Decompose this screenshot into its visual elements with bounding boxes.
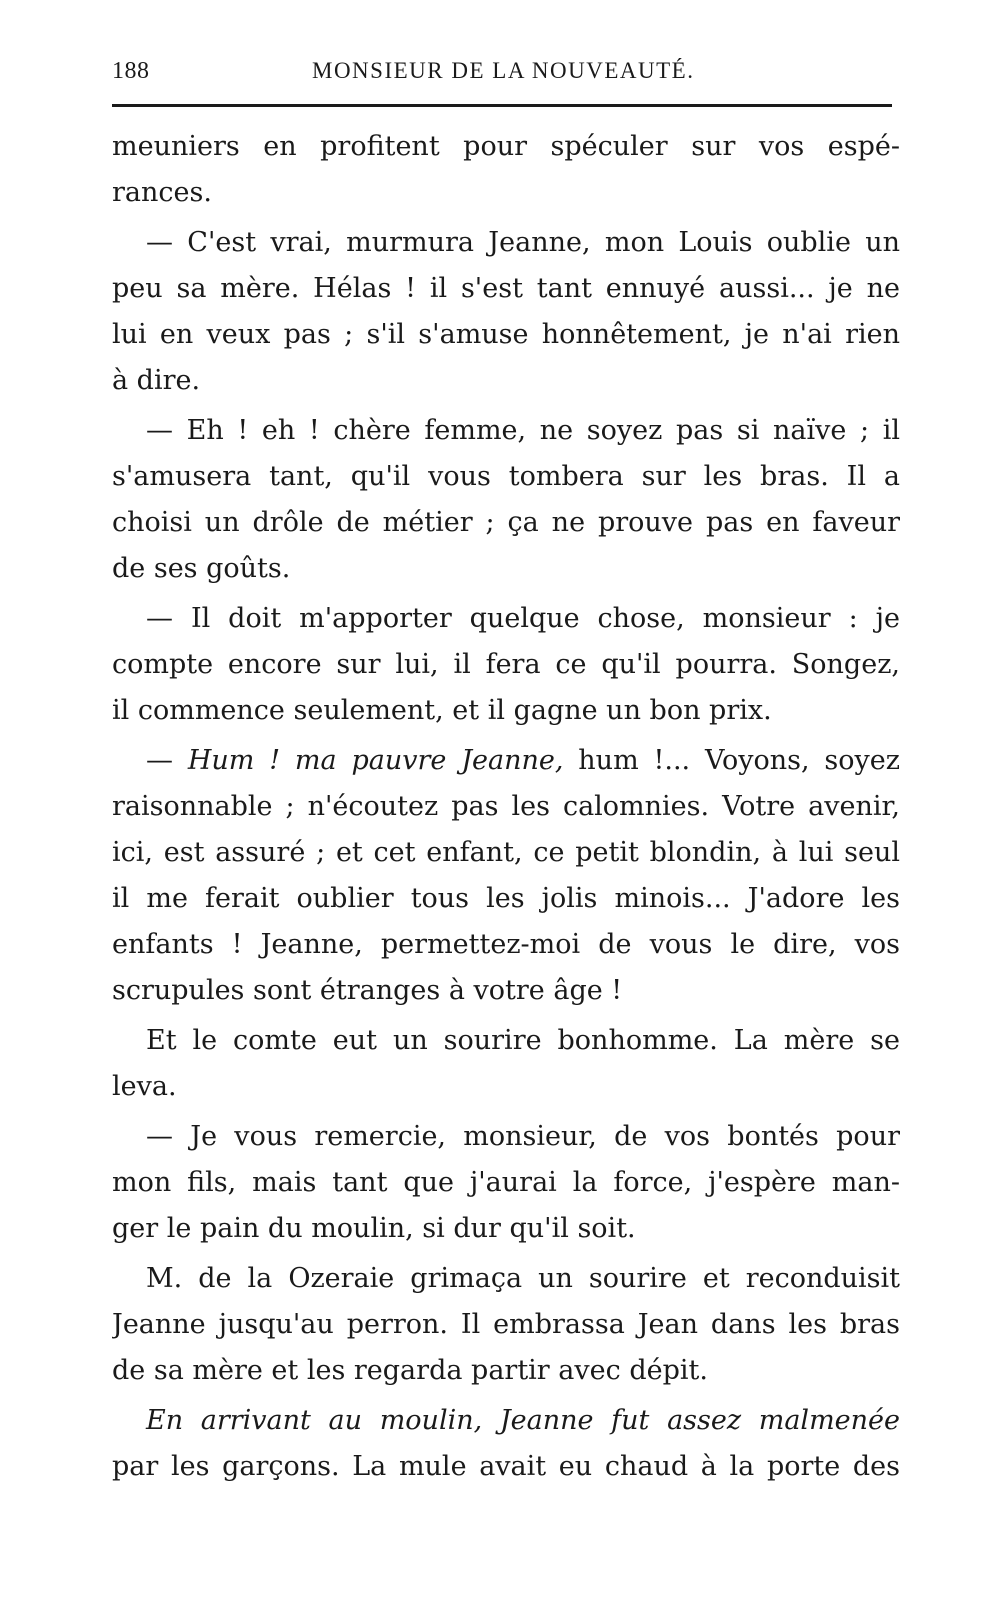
text-line: ger le pain du moulin, si dur qu'il soit. xyxy=(112,1213,636,1244)
running-title: MONSIEUR DE LA NOUVEAUTÉ. xyxy=(312,58,695,83)
text-line: leva. xyxy=(112,1071,177,1102)
text-line: s'amusera tant, qu'il vous tombera sur les bras. Il a xyxy=(112,461,900,492)
text-line: — Eh ! eh ! chère femme, ne soyez pas si naïve ; il xyxy=(146,415,900,446)
italic-phrase: Hum ! ma pauvre Jeanne, xyxy=(187,745,564,776)
line-rest: La mule avait eu chaud à la porte des xyxy=(352,1451,900,1482)
text-line: peu sa mère. Hélas ! il s'est tant ennuyé aussi... je ne xyxy=(112,273,900,304)
text-line: compte encore sur lui, il fera ce qu'il pourra. Songez, xyxy=(112,649,900,680)
text-line: mon fils, mais tant que j'aurai la force, j'espère man- xyxy=(112,1167,900,1198)
running-head xyxy=(112,58,892,98)
text-line: Et le comte eut un sourire bonhomme. La mère se xyxy=(146,1025,900,1056)
text-line: choisi un drôle de métier ; ça ne prouve pas en faveur xyxy=(112,507,900,538)
header-rule xyxy=(112,104,892,107)
text-line xyxy=(112,1444,900,1490)
text-line: meuniers en profitent pour spéculer sur vos espé- xyxy=(112,131,900,162)
italic-phrase: En arrivant au moulin, Jeanne fut assez malmenée xyxy=(146,1405,900,1436)
line-rest: hum !... Voyons, soyez xyxy=(563,745,900,776)
text-line: M. de la Ozeraie grimaça un sourire et reconduisit xyxy=(146,1263,900,1294)
text-line: de ses goûts. xyxy=(112,553,291,584)
text-line: — Je vous remercie, monsieur, de vos bontés pour xyxy=(146,1121,900,1152)
line-start: par les garçons. xyxy=(112,1451,353,1482)
page-number: 188 xyxy=(112,58,150,84)
text-line: il me ferait oublier tous les jolis minois... J'adore les xyxy=(112,883,900,914)
text-line: il commence seulement, et il gagne un bon prix. xyxy=(112,695,772,726)
text-line: scrupules sont étranges à votre âge ! xyxy=(112,975,623,1006)
text-line: à dire. xyxy=(112,365,201,396)
text-line: Jeanne jusqu'au perron. Il embrassa Jean dans les bras xyxy=(112,1309,900,1340)
text-line: — C'est vrai, murmura Jeanne, mon Louis oublie un xyxy=(146,227,900,258)
text-line xyxy=(112,1398,900,1444)
text-line: ici, est assuré ; et cet enfant, ce petit blondin, à lui seul xyxy=(112,837,900,868)
text-line: raisonnable ; n'écoutez pas les calomnies. Votre avenir, xyxy=(112,791,900,822)
text-line: rances. xyxy=(112,177,212,208)
text-line: enfants ! Jeanne, permettez-moi de vous le dire, vos xyxy=(112,929,900,960)
text-line xyxy=(112,738,900,784)
text-line: lui en veux pas ; s'il s'amuse honnêtement, je n'ai rien xyxy=(112,319,900,350)
body-text xyxy=(112,124,900,1490)
text-line: de sa mère et les regarda partir avec dépit. xyxy=(112,1355,708,1386)
dash: — xyxy=(146,745,188,776)
text-line: — Il doit m'apporter quelque chose, monsieur : je xyxy=(146,603,900,634)
